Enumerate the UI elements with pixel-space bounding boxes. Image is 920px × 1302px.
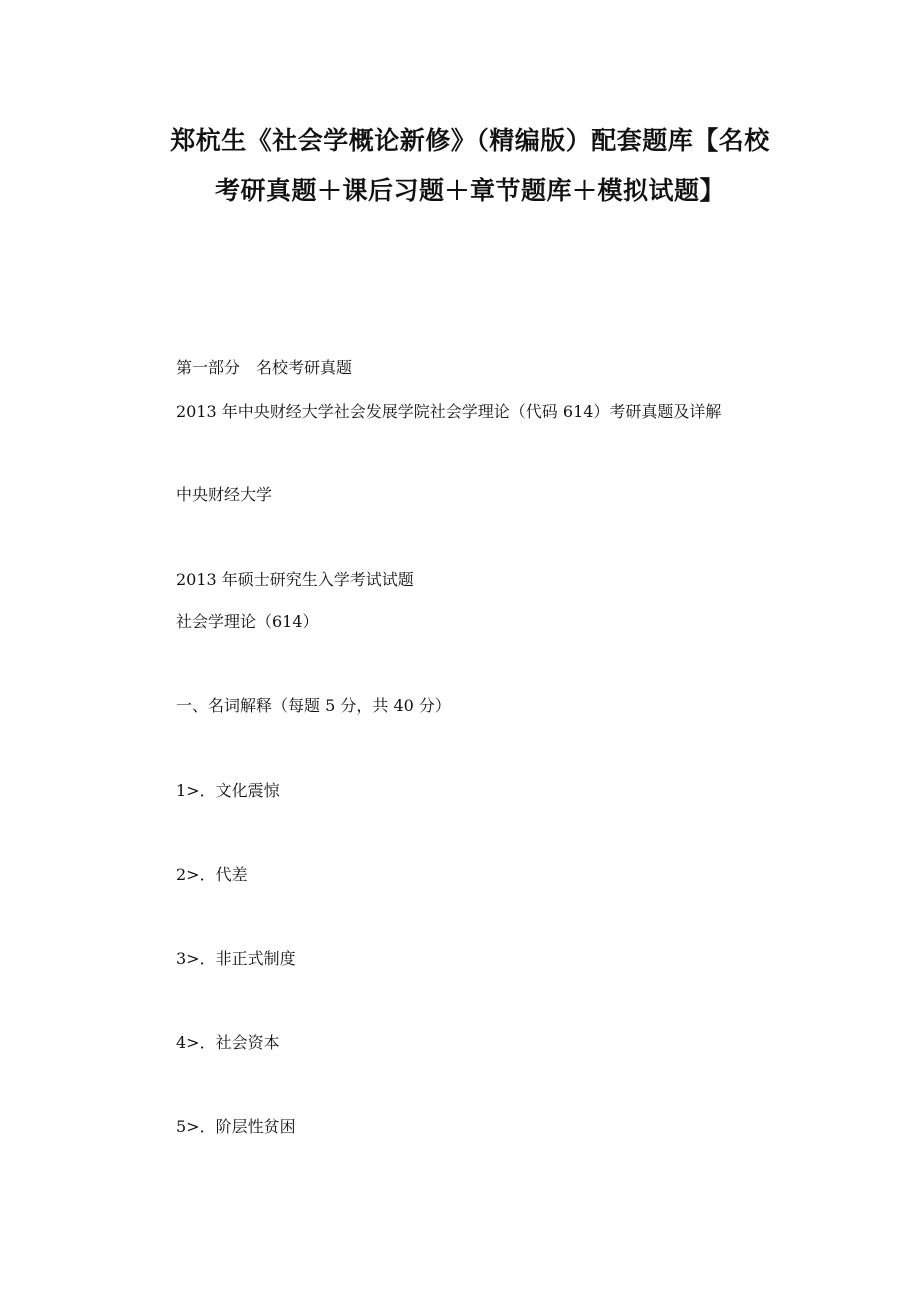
title-line-1: 郑杭生《社会学概论新修》（精编版）配套题库【名校 [170,126,770,155]
document-title [150,116,790,216]
exam-title: 2013 年中央财经大学社会发展学院社会学理论（代码 614）考研真题及详解 [176,402,722,421]
exam-year-line: 2013 年硕士研究生入学考试试题 [176,570,414,589]
question-item: 1>．文化震惊 [176,781,280,800]
question-item: 2>．代差 [176,865,248,884]
section-heading: 一、名词解释（每题 5 分，共 40 分） [176,696,451,715]
title-line-2: 考研真题＋课后习题＋章节题库＋模拟试题】 [214,176,725,205]
question-item: 3>．非正式制度 [176,949,296,968]
part-heading: 第一部分 名校考研真题 [176,358,353,377]
question-item: 4>．社会资本 [176,1033,280,1052]
subject-line: 社会学理论（614） [176,612,319,631]
university-name: 中央财经大学 [176,485,273,504]
question-item: 5>．阶层性贫困 [176,1117,296,1136]
